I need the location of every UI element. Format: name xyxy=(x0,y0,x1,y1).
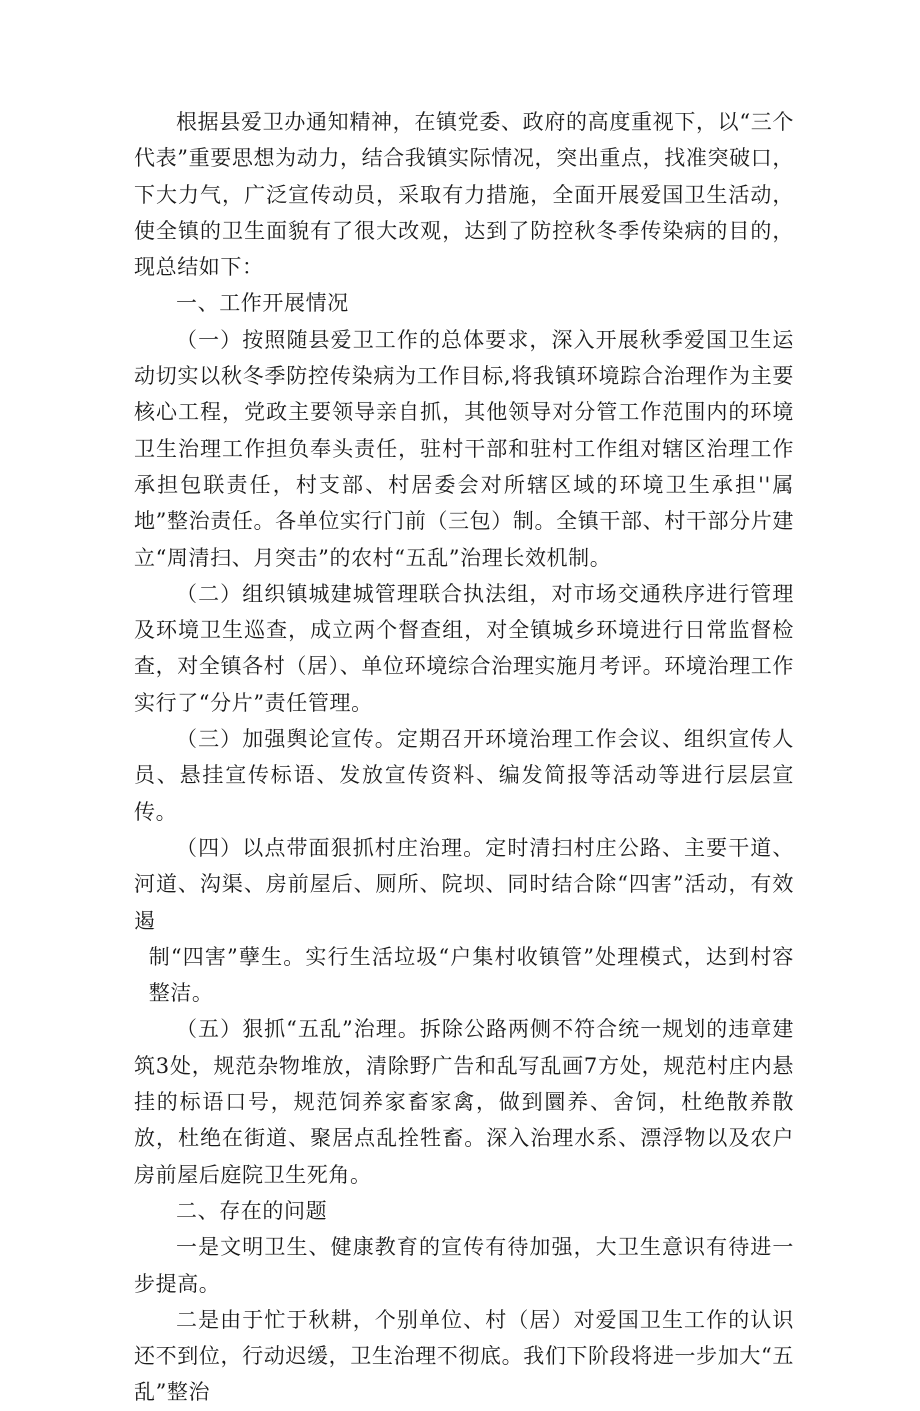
section-heading-work: 一、工作开展情况 xyxy=(176,291,349,316)
item-paragraph-5: （五）狠抓“五乱”治理。拆除公路两侧不符合统一规划的违章建筑3处，规范杂物堆放，清除野广告和乱写乱画7方处，规范村庄内悬挂的标语口号，规范饲养家畜家禽，做到圜养、舍饲，杜绝散养散放，杜绝在街道、聚居点乱拴牲畜。深入治理水系、漂浮物以及农户房前屋后庭院卫生死角。 xyxy=(134,1017,794,1187)
problem-paragraph-1: 一是文明卫生、健康教育的宣传有待加强，大卫生意识有待进一步提高。 xyxy=(134,1235,794,1296)
item-paragraph-1: （一）按照随县爱卫工作的总体要求，深入开展秋季爱国卫生运动切实以秋冬季防控传染病为工作目标,将我镇环境踪合治理作为主要核心工程，党政主要领导亲自抓，其他领导对分管工作范围内的环境卫生治理工作担负奉头责任，驻村干部和驻村工作组对辖区治理工作承担包联责任，村支部、村居委会对所辖区域的环境卫生承担''属地”整治责任。各单位实行门前（三包）制。全镇干部、村干部分片建立“周清扫、月突击”的农村“五乱”治理长效机制。 xyxy=(134,327,794,570)
problem-paragraph-2: 二是由于忙于秋耕，个别单位、村（居）对爱国卫生工作的认识还不到位，行动迟缓，卫生治理不彻底。我们下阶段将进一步加大“五乱”整治 xyxy=(134,1307,794,1405)
item-paragraph-4-continued: 制“四害”孽生。实行生活垃圾“户集村收镇管”处理模式，达到村容整洁。 xyxy=(148,944,794,1006)
item-paragraph-4: （四）以点带面狠抓村庄治理。定时清扫村庄公路、主要干道、河道、沟渠、房前屋后、厕所、院坝、同时结合除“四害”活动，有效遏 xyxy=(134,835,794,933)
section-heading-problems: 二、存在的问题 xyxy=(176,1198,328,1223)
item-paragraph-3: （三）加强舆论宣传。定期召开环境治理工作会议、组织宣传人员、悬挂宣传标语、发放宣传资料、编发简报等活动等进行层层宣传。 xyxy=(134,727,794,824)
document-body xyxy=(134,104,794,1411)
intro-paragraph: 根据县爱卫办通知精神，在镇党委、政府的高度重视下，以“三个代表”重要思想为动力，结合我镇实际情况，突出重点，找准突破口，下大力气，广泛宣传动员，采取有力措施，全面开展爱国卫生活动，使全镇的卫生面貌有了很大改观，达到了防控秋冬季传染病的目的，现总结如下： xyxy=(134,110,794,280)
item-paragraph-2: （二）组织镇城建城管理联合执法组，对市场交通秩序进行管理及环境卫生巡查，成立两个督查组，对全镇城乡环境进行日常监督检查，对全镇各村（居）、单位环境综合治理实施月考评。环境治理工作实行了“分片”责任管理。 xyxy=(134,581,794,715)
